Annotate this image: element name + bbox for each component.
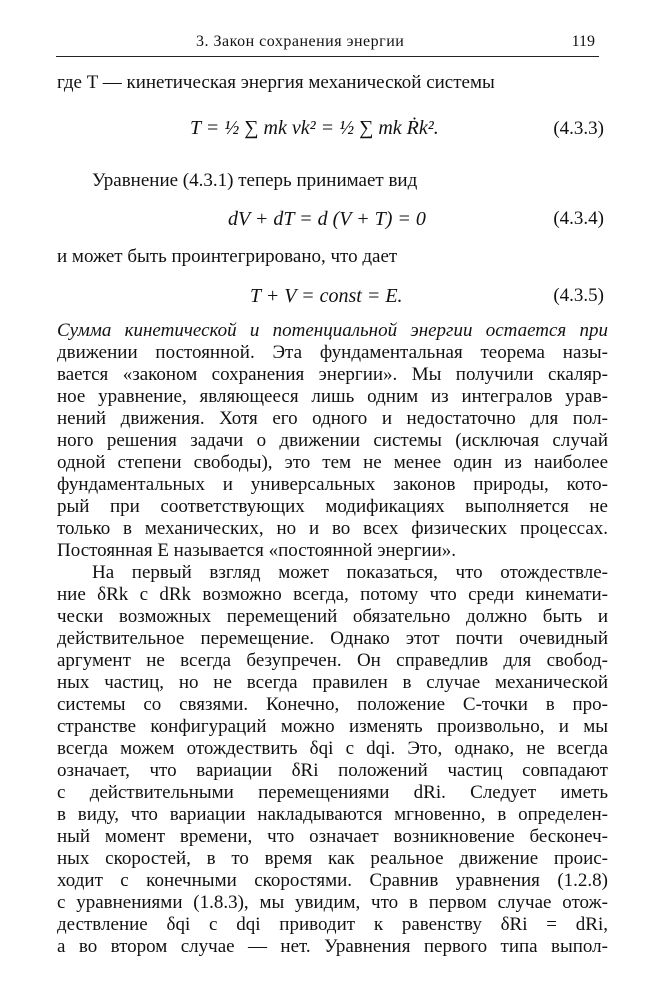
text-line: Уравнение (4.3.1) теперь принимает вид: [92, 170, 418, 191]
text-line: движении постоянной. Эта фундаментальная теорема назы-: [57, 342, 608, 363]
text-line: вается «законом сохранения энергии». Мы получили скаляр-: [57, 364, 608, 385]
text-line: с уравнениями (1.8.3), мы увидим, что в первом случае отож-: [57, 892, 608, 913]
equation-4-3-3: T = ½ ∑ mk vk² = ½ ∑ mk Ṙk².: [190, 117, 439, 139]
text-line: ние δRk с dRk возможно всегда, потому что среди кинемати-: [57, 584, 608, 605]
text-line: означает, что вариации δRi положений частиц совпадают: [57, 760, 608, 781]
text-line: странстве конфигураций можно изменять произвольно, и мы: [57, 716, 608, 737]
text-line: с действительными перемещениями dRi. Следует иметь: [57, 782, 608, 803]
text-line: ного решения задачи о движении системы (исключая случай: [57, 430, 608, 451]
text-line: всегда можем отождествить δqi с dqi. Это, однако, не всегда: [57, 738, 608, 759]
page-number: 119: [571, 33, 595, 50]
text-line: только в механических, но и во всех физических процессах.: [57, 518, 608, 539]
text-line: системы со связями. Конечно, положение C-точки в про-: [57, 694, 608, 715]
text-line: ных скоростей, в то время как реальное движение проис-: [57, 848, 608, 869]
equation-number: (4.3.3): [553, 118, 604, 139]
equation-number: (4.3.5): [553, 285, 604, 306]
text-line: дествление δqi с dqi приводит к равенству δRi = dRi,: [57, 914, 608, 935]
equation-4-3-4: dV + dT = d (V + T) = 0: [228, 208, 426, 230]
text-line: рый при соответствующих модификациях выполняется не: [57, 496, 608, 517]
text-line: ных частиц, но не всегда правилен в случае механической: [57, 672, 608, 693]
text-line: На первый взгляд может показаться, что отождествле-: [92, 562, 608, 583]
equation-number: (4.3.4): [553, 208, 604, 229]
text-line: и может быть проинтегрировано, что дает: [57, 246, 398, 267]
text-line: чески возможных перемещений обязательно должно быть и: [57, 606, 608, 627]
text-line: ходит с конечными скоростями. Сравнив уравнения (1.2.8): [57, 870, 608, 891]
text-line: Сумма кинетической и потенциальной энергии остается при: [57, 320, 608, 341]
chapter-title: 3. Закон сохранения энергии: [196, 33, 405, 50]
text-line: ный момент времени, что означает возникновение бесконеч-: [57, 826, 608, 847]
text-line: действительное перемещение. Однако этот почти очевидный: [57, 628, 608, 649]
text-line: ное уравнение, являющееся лишь одним из интегралов урав-: [57, 386, 608, 407]
text-line: Постоянная E называется «постоянной энергии».: [57, 540, 456, 561]
text-line: фундаментальных и универсальных законов природы, кото-: [57, 474, 608, 495]
text-line: а во втором случае — нет. Уравнения первого типа выпол-: [57, 936, 608, 957]
running-header: [56, 30, 599, 57]
intro-line: где T — кинетическая энергия механической системы: [57, 72, 495, 93]
text-line: одной степени свободы), это тем не менее один из наиболее: [57, 452, 608, 473]
text-line: нений движения. Хотя его одного и недостаточно для пол-: [57, 408, 608, 429]
equation-4-3-5: T + V = const = E.: [250, 285, 403, 307]
text-line: в виду, что вариации накладываются мгновенно, в определен-: [57, 804, 608, 825]
text-line: аргумент не всегда безупречен. Он справедлив для свобод-: [57, 650, 608, 671]
